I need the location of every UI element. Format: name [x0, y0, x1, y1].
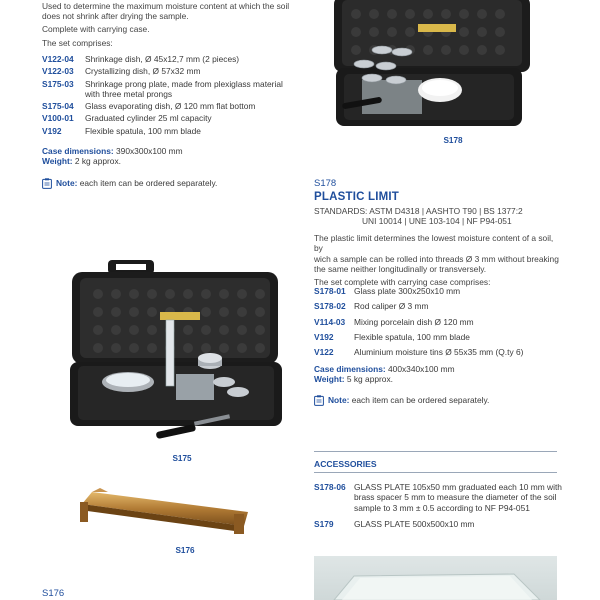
list-item [314, 317, 564, 327]
list-item [42, 101, 292, 111]
intro-line: Used to determine the maximum moisture content at which the soil [42, 1, 290, 11]
list-item [314, 347, 564, 357]
list-item [42, 79, 292, 100]
item-code: V122-04 [42, 54, 74, 64]
item-desc: GLASS PLATE 105x50 mm graduated each 10 mm with [354, 482, 562, 492]
s178-code: S178 [314, 178, 337, 189]
s175-intro [42, 1, 292, 48]
item-desc: with three metal prongs [85, 88, 173, 99]
list-item [42, 54, 292, 64]
s178-note: Note: each item can be ordered separately. [314, 395, 489, 406]
caption-s175: S175 [172, 454, 192, 463]
item-code: S179 [314, 518, 334, 529]
item-code: S178-01 [314, 286, 346, 296]
item-desc: Shrinkage prong plate, made from plexiglass material [85, 78, 283, 89]
desc-line: wich a sample can be rolled into threads Ø 3 mm without breaking [314, 253, 559, 264]
s178-product-image [332, 0, 532, 132]
set-label: The set complete with carrying case comprises: [314, 277, 491, 287]
standards-line: STANDARDS: ASTM D4318 | AASHTO T90 | BS 1377:2 [314, 206, 523, 216]
list-item [314, 519, 564, 529]
case-dimensions: Case dimensions: 390x300x100 mm [42, 146, 183, 156]
item-code: V122 [314, 347, 334, 357]
s176-code: S176 [42, 588, 65, 599]
s176-product-image [78, 484, 248, 540]
note-icon [314, 395, 324, 406]
s175-specs [42, 146, 292, 167]
caption-s176: S176 [175, 546, 195, 555]
list-item [314, 332, 564, 342]
item-desc: Aluminium moisture tins Ø 55x35 mm (Q.ty 6) [354, 347, 524, 357]
standards-line: UNI 10014 | UNE 103-104 | NF P94-051 [362, 216, 512, 227]
s178-items-list [314, 286, 564, 357]
item-desc: Rod caliper Ø 3 mm [354, 301, 429, 312]
item-desc: Crystallizing dish, Ø 57x32 mm [85, 66, 201, 77]
item-desc: sample to 3 mm ± 0.5 according to NF P94-051 [354, 502, 530, 513]
weight: Weight: 5 kg approx. [314, 374, 393, 385]
s175-note: Note: each item can be ordered separately. [42, 178, 217, 189]
intro-line: Complete with carrying case. [42, 23, 150, 34]
item-code: S175-03 [42, 78, 74, 89]
item-code: V192 [314, 331, 334, 342]
intro-line: does not shrink after drying the sample. [42, 11, 189, 22]
list-item [314, 286, 564, 296]
note-icon [42, 178, 52, 189]
list-item [42, 126, 292, 136]
item-code: S175-04 [42, 101, 74, 111]
s175-items-list [42, 54, 292, 136]
s179-product-image [314, 556, 557, 600]
item-desc: Glass plate 300x250x10 mm [354, 286, 461, 296]
accessories-bottom-divider [314, 472, 557, 473]
item-desc: Shrinkage dish, Ø 45x12,7 mm (2 pieces) [85, 54, 240, 64]
set-label: The set comprises: [42, 37, 113, 48]
item-code: S178-06 [314, 482, 346, 492]
item-code: V122-03 [42, 66, 74, 77]
item-desc: Glass evaporating dish, Ø 120 mm flat bottom [85, 101, 256, 111]
accessories-top-divider [314, 451, 557, 452]
item-code: V192 [42, 125, 62, 136]
list-item [314, 482, 564, 513]
s178-specs [314, 364, 564, 385]
s178-standards [314, 206, 564, 227]
item-desc: brass spacer 5 mm to measure the diameter of the soil [354, 492, 557, 503]
list-item [42, 66, 292, 76]
item-desc: Mixing porcelain dish Ø 120 mm [354, 316, 474, 327]
s175-product-image [68, 254, 288, 450]
item-desc: Flexible spatula, 100 mm blade [85, 125, 201, 136]
item-code: V100-01 [42, 113, 74, 124]
caption-s178: S178 [443, 136, 463, 145]
weight: Weight: 2 kg approx. [42, 156, 121, 167]
item-code: V114-03 [314, 316, 346, 327]
item-desc: GLASS PLATE 500x500x10 mm [354, 518, 475, 529]
accessories-title: ACCESSORIES [314, 459, 377, 469]
list-item [42, 113, 292, 123]
item-desc: Flexible spatula, 100 mm blade [354, 331, 470, 342]
s178-description [314, 233, 564, 287]
page-title: PLASTIC LIMIT [314, 191, 400, 203]
item-code: S178-02 [314, 301, 346, 312]
list-item [314, 301, 564, 311]
item-desc: Graduated cylinder 25 ml capacity [85, 113, 212, 124]
desc-line: The plastic limit determines the lowest moisture content of a soil, by [314, 233, 554, 254]
accessories-list [314, 482, 564, 529]
desc-line: the same neither longitudinally or transversely. [314, 263, 487, 274]
case-dimensions: Case dimensions: 400x340x100 mm [314, 364, 455, 374]
